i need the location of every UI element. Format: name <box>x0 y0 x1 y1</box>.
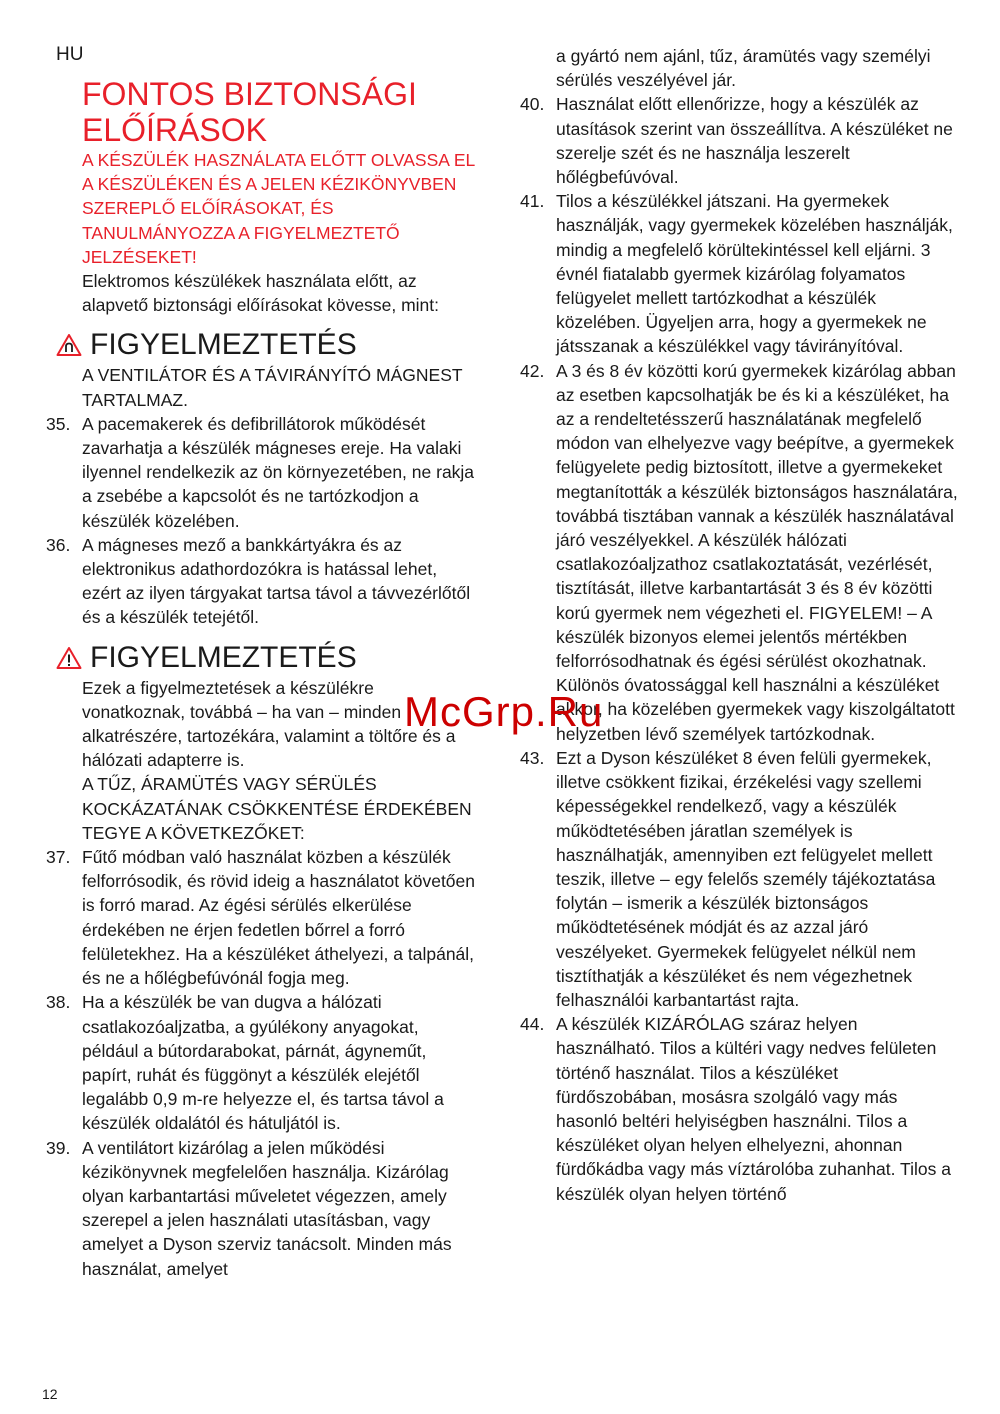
list-item <box>520 92 960 189</box>
item-text: A ventilátort kizárólag a jelen működési kézikönyvnek megfelelően használja. Kizárólag olyan karbantartási műveletet végezzen, amely szerepel a jelen használati utasításban, vagy amelyet a Dyson szerviz tanácsolt. Minden más használat, amelyet <box>82 1137 452 1279</box>
item-number: 43. <box>520 747 545 768</box>
item-text: Fűtő módban való használat közben a készülék felforrósodik, és rövid ideig a használatot követően is forró marad. Az égési sérülés elkerülése érdekében ne érjen fedetlen bőrrel a forró felületekhez. Ha a készüléket áthelyezi, a talpánál, és ne a hőlégbefúvónál fogja meg. <box>82 847 476 989</box>
subtitle-notice: A KÉSZÜLÉK HASZNÁLATA ELŐTT OLVASSA EL A KÉSZÜLÉKEN ÉS A JELEN KÉZIKÖNYVBEN SZEREPLŐ ELŐÍRÁSOKAT, ÉS TANULMÁNYOZZA A FIGYELMEZTETŐ JELZÉSEKET! <box>82 150 475 267</box>
watermark: McGrp.Ru <box>404 688 604 735</box>
warning-caps: A TŰZ, ÁRAMÜTÉS VAGY SÉRÜLÉS KOCKÁZATÁNAK CSÖKKENTÉSE ÉRDEKÉBEN TEGYE A KÖVETKEZŐKET: <box>82 774 472 843</box>
language-code: HU <box>56 44 84 65</box>
item-text: A mágneses mező a bankkártyákra és az elektronikus adathordozókra is hatással lehet, ezért az ilyen tárgyakat tartsa távol a távvezérlőtől és a készülék tetejétől. <box>82 534 471 628</box>
left-column <box>46 76 478 1281</box>
list-item <box>520 1012 960 1206</box>
item-number <box>520 44 556 92</box>
right-column <box>520 44 960 1206</box>
item-number: 39. <box>46 1137 71 1158</box>
warning-title-1: FIGYELMEZTETÉS <box>90 328 357 362</box>
list-item <box>46 412 478 533</box>
item-text: Ha a készülék be van dugva a hálózati csatlakozóaljzatba, a gyúlékony anyagokat, például a bútordarabokat, párnát, ágyneműt, papírt, ruhát és függönyt a készülék elejétől legalább 0,9 m-re helyezze el, és tartsa távol a készülék oldalától és hátuljától is. <box>82 992 444 1134</box>
item-text: Ezt a Dyson készüléket 8 éven felüli gyermekek, illetve csökkent fizikai, érzékelési vagy szellemi képességekkel rendelkező, vagy a készülék működtetésében járatlan személyek is használhatják, amennyiben ezt felügyelet mellett teszik, illetve – egy felelős személy tájékoztatása folytán – ismerik a készülék biztonságos működtetésének módját és az azzal járó veszélyeket. Gyermekek felügyelet nélkül nem tisztíthatják a készüléket és nem végezhetnek felhasználói karbantartást rajta. <box>556 747 936 1010</box>
page-title-line-1: FONTOS BIZTONSÁGI <box>82 76 417 112</box>
magnet-note: A VENTILÁTOR ÉS A TÁVIRÁNYÍTÓ MÁGNEST TARTALMAZ. <box>82 365 463 410</box>
page-title-line-2: ELŐÍRÁSOK <box>82 112 267 148</box>
warning-intro: Ezek a figyelmeztetések a készülékre vonatkoznak, továbbá – ha van – minden alkatrészére, tartozékára, valamint a töltőre és a hálózati adapterre is. <box>82 677 456 771</box>
list-item <box>46 990 478 1135</box>
item-number: 35. <box>46 413 71 434</box>
page-number: 12 <box>42 1386 58 1402</box>
page-title <box>46 76 478 148</box>
item-number: 37. <box>46 847 71 868</box>
list-item <box>520 746 960 1012</box>
list-item <box>46 1136 478 1281</box>
item-number: 36. <box>46 534 71 555</box>
warning-header-general <box>46 640 478 676</box>
warning-header-magnet <box>46 327 478 363</box>
list-item <box>46 533 478 630</box>
item-text: a gyártó nem ajánl, tűz, áramütés vagy személyi sérülés veszélyével jár. <box>556 46 931 91</box>
item-text: A készülék KIZÁRÓLAG száraz helyen használható. Tilos a kültéri vagy nedves felületen történő használat. Tilos a készüléket fürdőszobában, mosásra szolgáló vagy más hasonló beltéri helyiségben használni. Tilos a készüléket olyan helyen elhelyezni, ahonnan fürdőkádba vagy más víztárolóba zuhanhat. Tilos a készülék olyan helyen történő <box>556 1014 951 1204</box>
list-item-continued <box>520 44 960 92</box>
intro-text: Elektromos készülékek használata előtt, az alapvető biztonsági előírásokat kövesse, mint: <box>82 271 439 316</box>
item-number: 42. <box>520 360 545 381</box>
warning-triangle-icon <box>56 646 82 670</box>
item-number: 41. <box>520 191 545 212</box>
item-text: A 3 és 8 év közötti korú gyermekek kizárólag abban az esetben kapcsolhatják be és ki a készüléket, ha az a rendeltetésszerű használatának megfelelő módon van elhelyezve vagy beépítve, a gyermekek felügyelete pedig biztosított, illetve a gyermekeket megtanították a készülék biztonságos használatára, továbbá tisztában vannak a készülék használatával járó veszélyekkel. A készülék hálózati csatlakozóaljzathoz csatlakoztatását, vezérlését, tisztítását, illetve karbantartását 3 és 8 év közötti korú gyermek nem végezheti el. FIGYELEM! – A készülék bizonyos elemei jelentős mértékben felforrósodhatnak és égési sérülést okozhatnak. Különös óvatossággal kell használni a készüléket akkor, ha közelében gyermekek vagy kiszolgáltatott helyzetben lévő személyek tartózkodnak. <box>556 360 958 744</box>
item-number: 44. <box>520 1014 545 1035</box>
item-text: A pacemakerek és defibrillátorok működését zavarhatja a készülék mágneses ereje. Ha valaki ilyennel rendelkezik az ön környezetében, ne rakja a zsebébe a kapcsolót és ne tartózkodjon a készülék közelében. <box>82 413 475 531</box>
item-text: Használat előtt ellenőrizze, hogy a készülék az utasítások szerint van összeállítva. A készüléket ne szerelje szét és ne használja leszerelt hőlégbefúvóval. <box>556 94 953 188</box>
item-text: Tilos a készülékkel játszani. Ha gyermekek használják, vagy gyermekek közelében használják, mindig a megfelelő körültekintéssel kell eljárni. 3 évnél fiatalabb gyermek kizárólag folyamatos felügyelet mellett tartózkodhat a készülék közelében. Ügyeljen arra, hogy a gyermekek ne játsszanak a készülékkel vagy távirányítóval. <box>556 191 953 357</box>
item-number: 40. <box>520 94 545 115</box>
item-number: 38. <box>46 992 71 1013</box>
warning-title-2: FIGYELMEZTETÉS <box>90 640 357 674</box>
list-item <box>520 189 960 358</box>
magnet-warning-icon <box>56 333 82 357</box>
list-item <box>46 845 478 990</box>
